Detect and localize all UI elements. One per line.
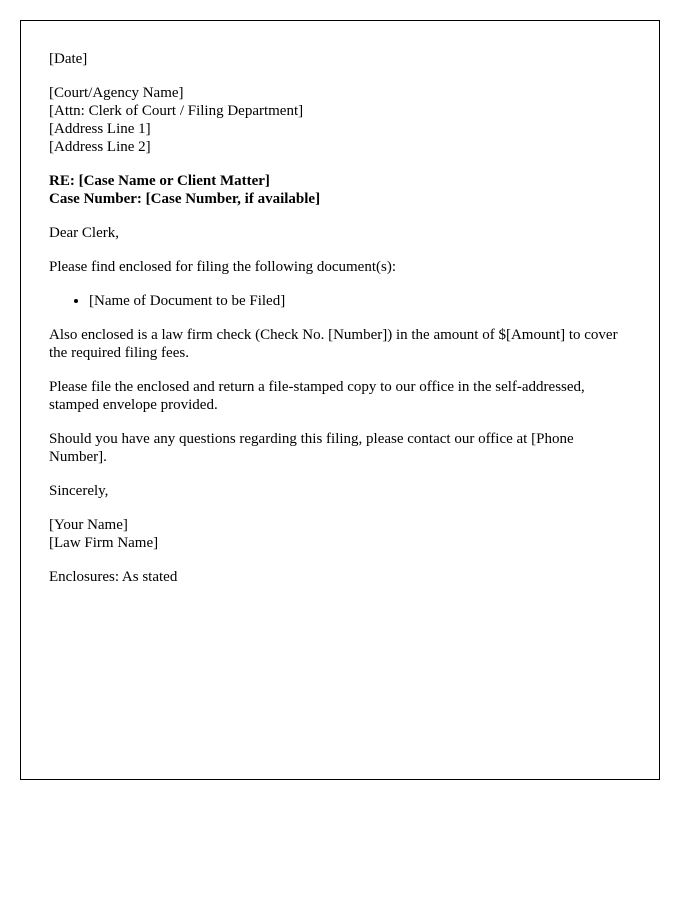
letter-page: [20, 20, 660, 780]
recipient-attn: [Attn: Clerk of Court / Filing Department]: [49, 103, 304, 119]
return-paragraph: Please file the enclosed and return a file-stamped copy to our office in the self-addressed, stamped envelope provided.: [49, 379, 585, 413]
re-case-name: RE: [Case Name or Client Matter]: [49, 173, 270, 189]
letter-body: [49, 50, 633, 602]
recipient-address-line-2: [Address Line 2]: [49, 139, 151, 155]
intro-paragraph: Please find enclosed for filing the following document(s):: [49, 259, 396, 275]
closing: Sincerely,: [49, 483, 109, 499]
recipient-address: [49, 84, 633, 156]
re-case-number: Case Number: [Case Number, if available]: [49, 191, 321, 207]
document-list: [49, 292, 633, 310]
recipient-name: [Court/Agency Name]: [49, 85, 184, 101]
law-firm-name: [Law Firm Name]: [49, 535, 159, 551]
salutation: Dear Clerk,: [49, 225, 119, 241]
re-block: [49, 172, 633, 208]
check-paragraph: Also enclosed is a law firm check (Check No. [Number]) in the amount of $[Amount] to cover the required filing fees.: [49, 327, 618, 361]
signer-name: [Your Name]: [49, 517, 128, 533]
recipient-address-line-1: [Address Line 1]: [49, 121, 151, 137]
enclosures-note: Enclosures: As stated: [49, 569, 178, 585]
contact-paragraph: Should you have any questions regarding this filing, please contact our office at [Phone Number].: [49, 431, 574, 465]
list-item: • [Name of Document to be Filed]: [89, 292, 633, 310]
signature-block: [49, 516, 633, 552]
letter-date: [Date]: [49, 51, 88, 67]
